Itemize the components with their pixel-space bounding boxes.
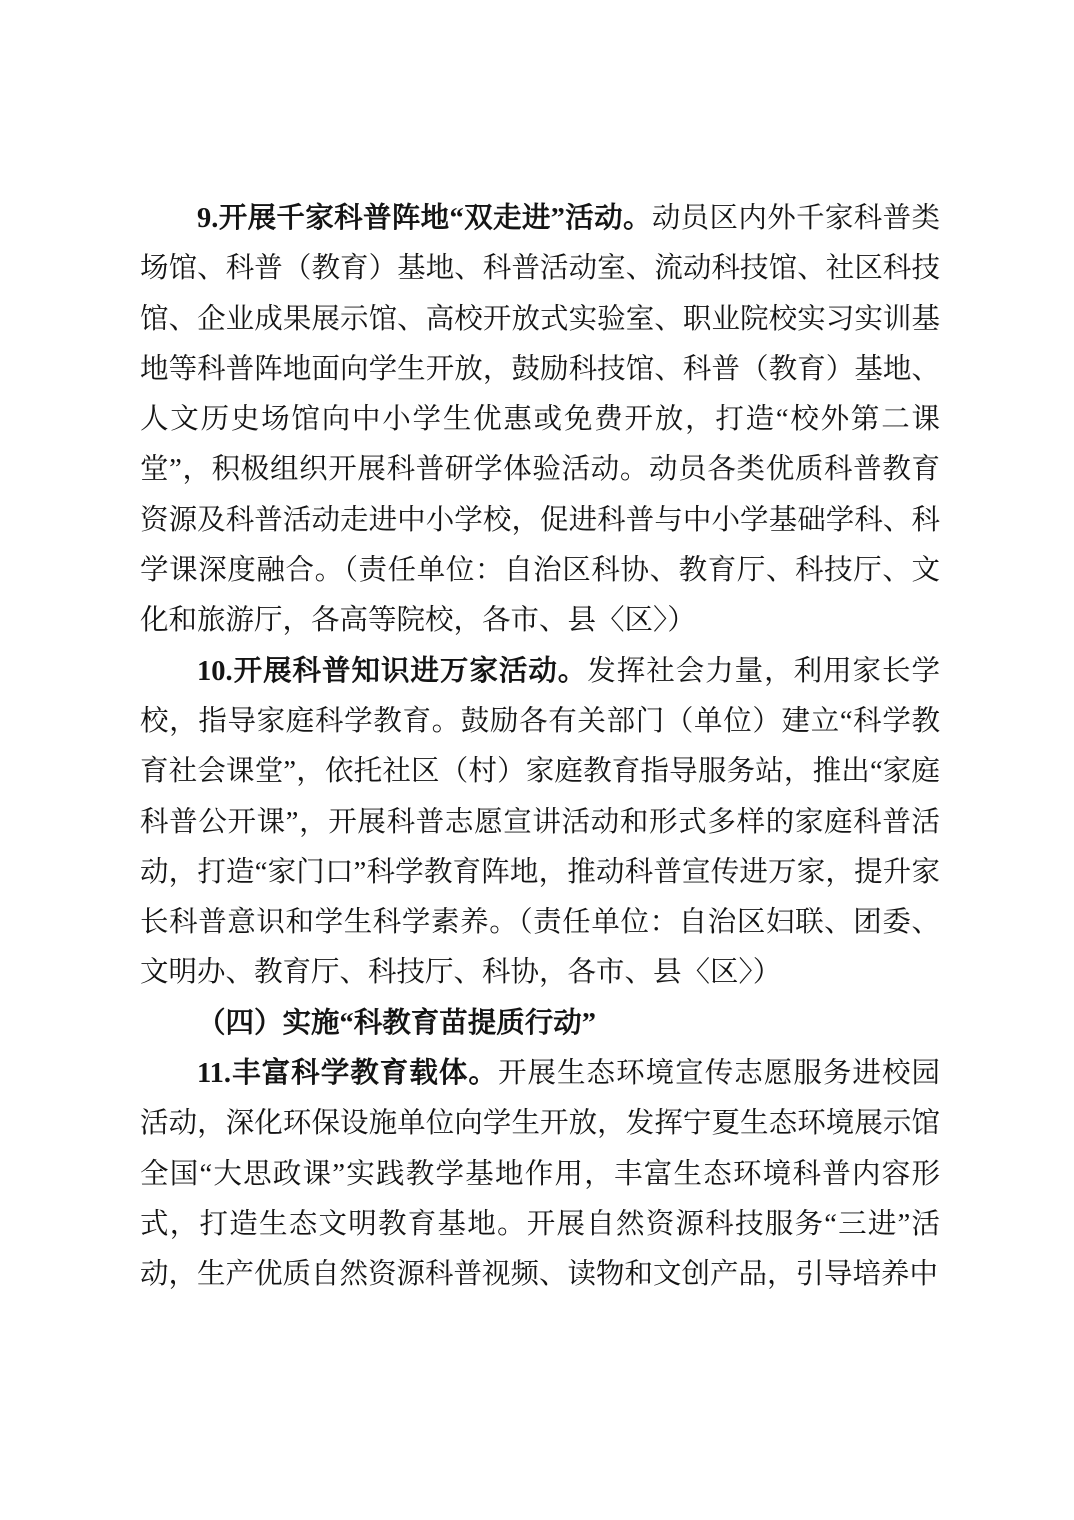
document-text-block	[140, 194, 940, 1301]
numbered-item-11	[140, 1049, 940, 1300]
section-4-heading: （四）实施“科教育苗提质行动”	[197, 1007, 597, 1039]
item-10-bold-lead: 10.开展科普知识进万家活动。	[197, 655, 588, 687]
item-10-body-text: 发挥社会力量，利用家长学校，指导家庭科学教育。鼓励各有关部门（单位）建立“科学教育社会课堂”，依托社区（村）家庭教育指导服务站，推出“家庭科普公开课”，开展科普志愿宣讲活动和形式多样的家庭科普活动，打造“家门口”科学教育阵地，推动科普宣传进万家，提升家长科普意识和学生科学素养。（责任单位：自治区妇联、团委、文明办、教育厅、科技厅、科协，各市、县〈区〉）	[140, 655, 940, 989]
item-11-body-text: 开展生态环境宣传志愿服务进校园活动，深化环保设施单位向学生开放，发挥宁夏生态环境展示馆全国“大思政课”实践教学基地作用，丰富生态环境科普内容形式，打造生态文明教育基地。开展自然资源科技服务“三进”活动，生产优质自然资源科普视频、读物和文创产品，引导培养中	[140, 1058, 940, 1291]
numbered-item-10	[140, 647, 940, 999]
item-9-body-text: 动员区内外千家科普类场馆、科普（教育）基地、科普活动室、流动科技馆、社区科技馆、企业成果展示馆、高校开放式实验室、职业院校实习实训基地等科普阵地面向学生开放，鼓励科技馆、科普（教育）基地、人文历史场馆向中小学生优惠或免费开放，打造“校外第二课堂”，积极组织开展科普研学体验活动。动员各类优质科普教育资源及科普活动走进中小学校，促进科普与中小学基础学科、科学课深度融合。（责任单位：自治区科协、教育厅、科技厅、文化和旅游厅，各高等院校，各市、县〈区〉）	[140, 203, 940, 637]
item-11-bold-lead: 11.丰富科学教育载体。	[197, 1058, 498, 1090]
numbered-item-9	[140, 194, 940, 647]
item-9-bold-lead: 9.开展千家科普阵地“双走进”活动。	[197, 203, 652, 234]
